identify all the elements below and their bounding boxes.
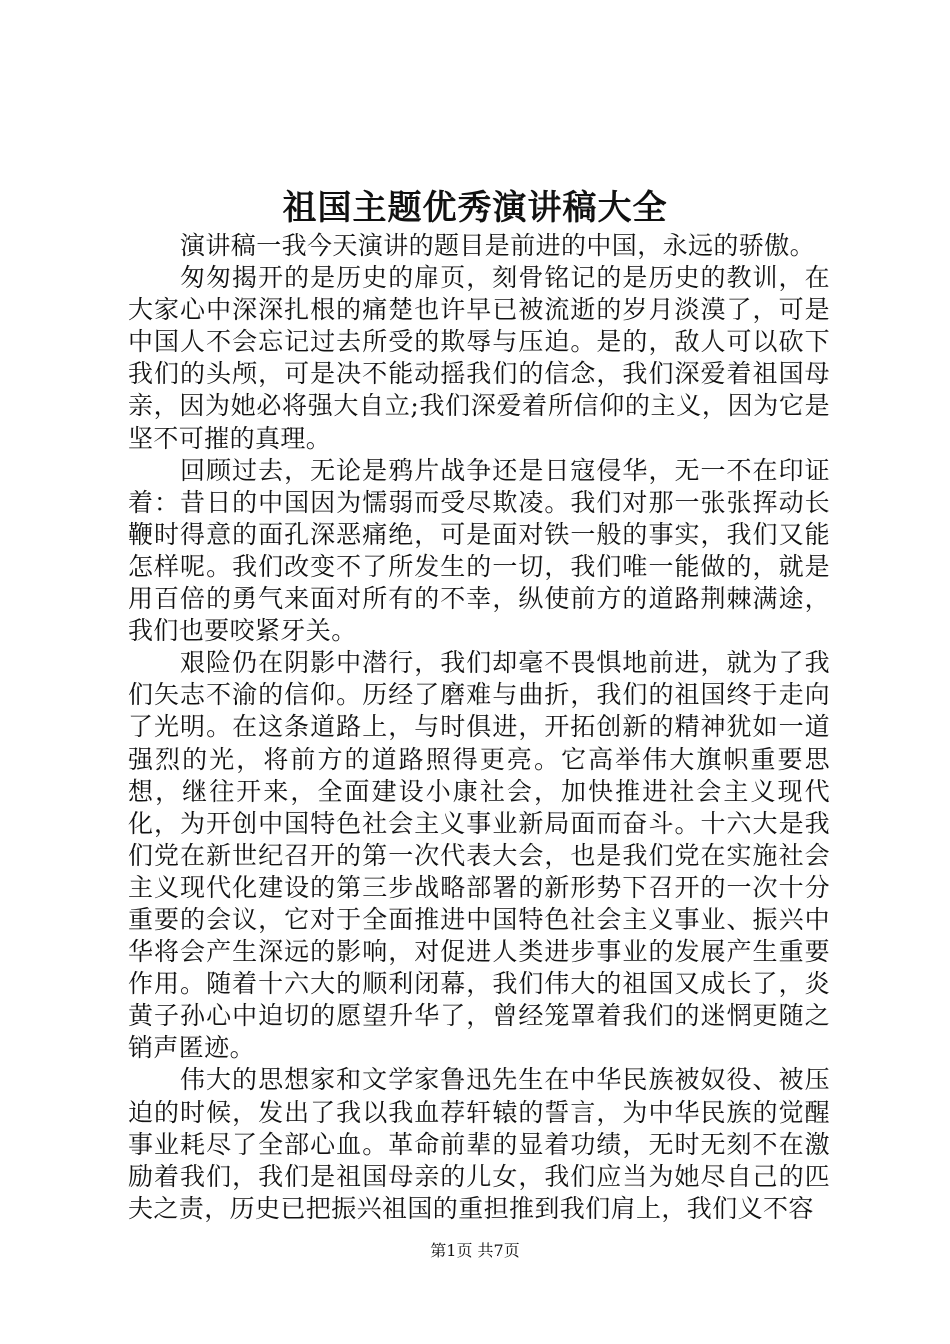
page-number-footer: 第1页 共7页 [430, 1241, 520, 1260]
paragraph: 回顾过去，无论是鸦片战争还是日寇侵华，无一不在印证着：昔日的中国因为懦弱而受尽欺凌。我们对那一张张挥动长鞭时得意的面孔深恶痛绝，可是面对铁一般的事实，我们又能怎样呢。我们改变不了所发生的一切，我们唯一能做的，就是用百倍的勇气来面对所有的不幸，纵使前方的道路荆棘满途，我们也要咬紧牙关。 [128, 455, 830, 646]
paragraph: 艰险仍在阴影中潜行，我们却毫不畏惧地前进，就为了我们矢志不渝的信仰。历经了磨难与曲折，我们的祖国终于走向了光明。在这条道路上，与时俱进，开拓创新的精神犹如一道强烈的光，将前方的道路照得更亮。它高举伟大旗帜重要思想，继往开来，全面建设小康社会，加快推进社会主义现代化，为开创中国特色社会主义事业新局面而奋斗。十六大是我们党在新世纪召开的第一次代表大会，也是我们党在实施社会主义现代化建设的第三步战略部署的新形势下召开的一次十分重要的会议，它对于全面推进中国特色社会主义事业、振兴中华将会产生深远的影响，对促进人类进步事业的发展产生重要作用。随着十六大的顺利闭幕，我们伟大的祖国又成长了，炎黄子孙心中迫切的愿望升华了，曾经笼罩着我们的迷惘更随之销声匿迹。 [128, 648, 830, 1063]
document-title: 祖国主题优秀演讲稿大全 [282, 188, 668, 228]
paragraph: 匆匆揭开的是历史的扉页，刻骨铭记的是历史的教训，在大家心中深深扎根的痛楚也许早已被流逝的岁月淡漠了，可是中国人不会忘记过去所受的欺辱与压迫。是的，敌人可以砍下我们的头颅，可是决不能动摇我们的信念，我们深爱着祖国母亲，因为她必将强大自立;我们深爱着所信仰的主义，因为它是坚不可摧的真理。 [128, 263, 830, 453]
document-body [128, 230, 830, 1225]
paragraph: 伟大的思想家和文学家鲁迅先生在中华民族被奴役、被压迫的时候，发出了我以我血荐轩辕的誓言，为中华民族的觉醒事业耗尽了全部心血。革命前辈的显着功绩，无时无刻不在激励着我们，我们是祖国母亲的儿女，我们应当为她尽自己的匹夫之责，历史已把振兴祖国的重担推到我们肩上，我们义不容 [128, 1065, 830, 1223]
paragraph: 演讲稿一我今天演讲的题目是前进的中国，永远的骄傲。 [180, 231, 816, 260]
